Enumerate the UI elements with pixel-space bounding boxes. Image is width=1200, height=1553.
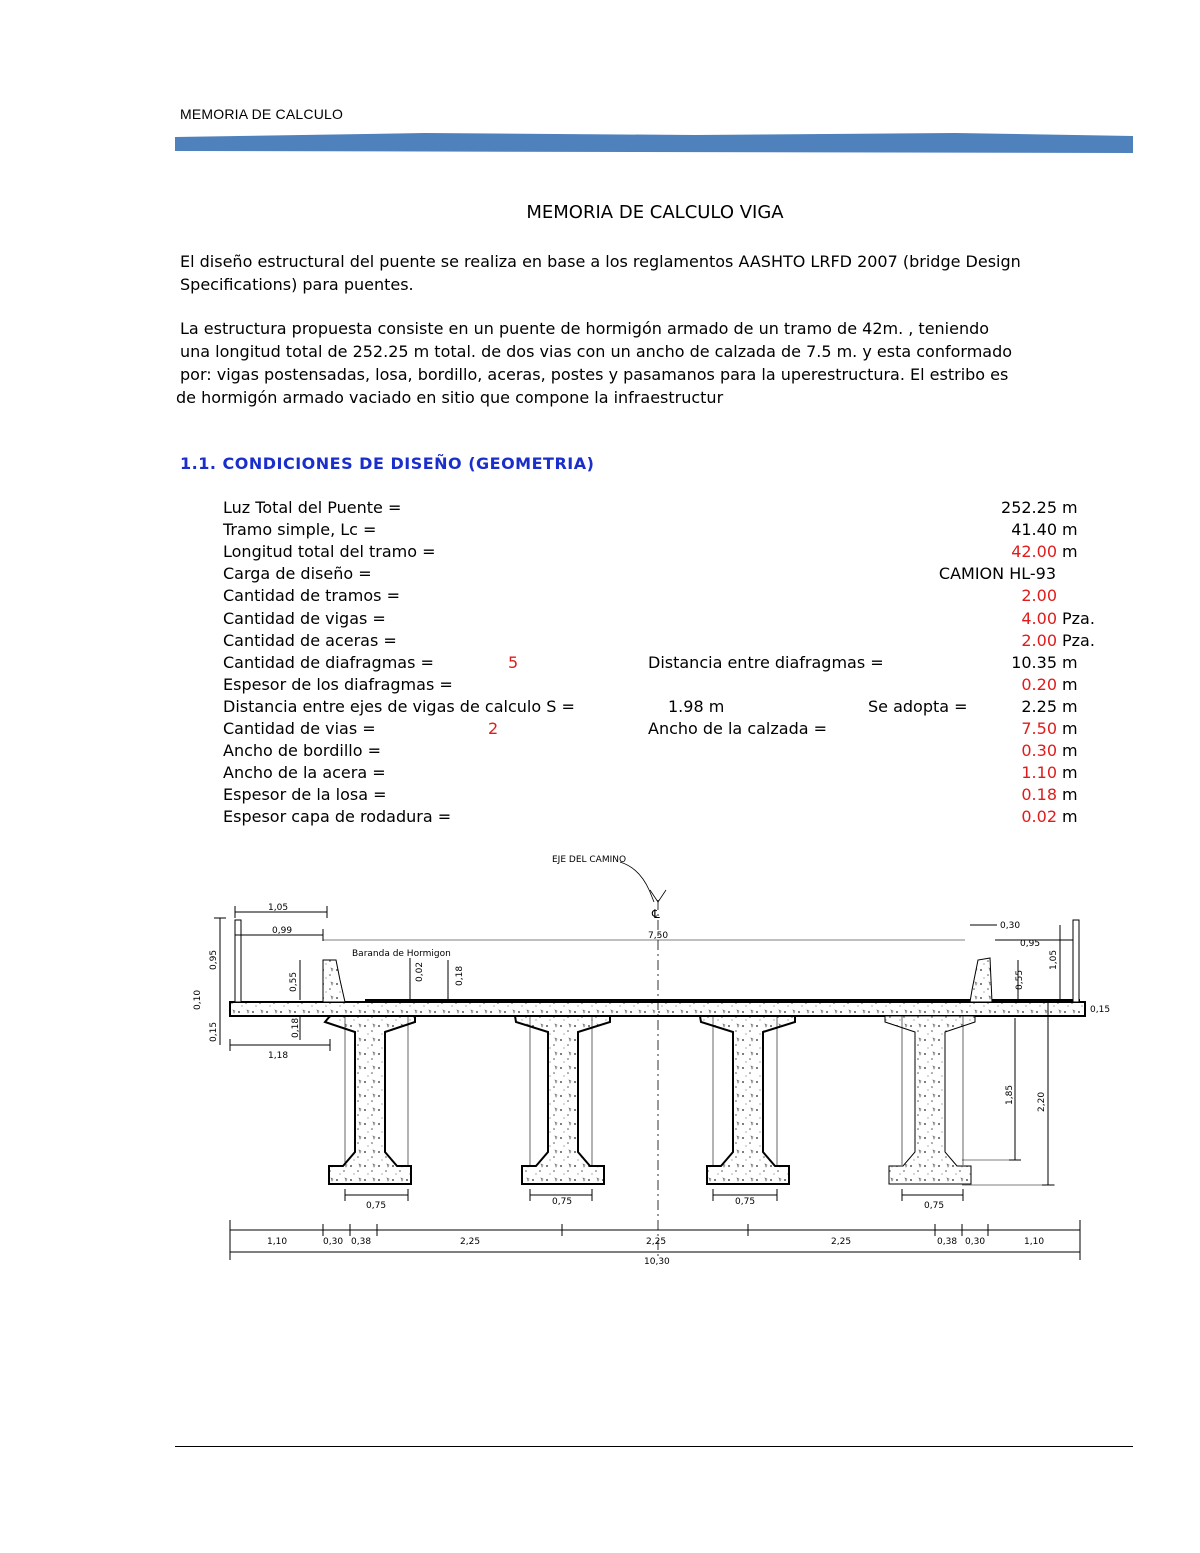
parameter-label: Tramo simple, Lc = (223, 520, 377, 540)
bottom-dim-label: 0,30 (323, 1237, 344, 1247)
parameter-value: 0.02 (1021, 807, 1057, 827)
dim-label: 1,05 (268, 903, 289, 913)
parameter-value: 42.00 (1011, 542, 1057, 562)
parameter-value: 1.10 (1021, 763, 1057, 783)
parameter-value: 0.18 (1021, 785, 1057, 805)
girder-2 (515, 1016, 610, 1184)
girder-1 (325, 1016, 415, 1184)
parameter-row (0, 564, 1200, 586)
parameter-label: Espesor de los diafragmas = (223, 674, 453, 694)
parameter-label: Distancia entre ejes de vigas de calculo S = (223, 696, 575, 716)
parameter-mid-label: Ancho de la calzada = (648, 719, 828, 738)
bottom-dim-label: 0,38 (937, 1237, 958, 1247)
dim-label: 0,02 (415, 961, 425, 982)
description-paragraph (176, 317, 1145, 409)
bottom-dim-label: 1,10 (267, 1237, 288, 1247)
dim-label: 0,18 (291, 1017, 301, 1038)
parameter-row (0, 631, 1200, 653)
axis-label: EJE DEL CAMINO (552, 855, 627, 865)
parameter-row (0, 498, 1200, 520)
parameter-extra-value: 5 (508, 652, 519, 672)
parameter-row (0, 719, 1200, 741)
description-line: La estructura propuesta consiste en un puente de hormigón armado de un tramo de 42m. , teniendo (180, 319, 990, 338)
parameter-row (0, 697, 1200, 719)
parameter-label: Cantidad de aceras = (223, 630, 397, 650)
parameter-value: 41.40 (1011, 520, 1057, 540)
dim-label: 1,05 (1049, 949, 1059, 970)
parameter-row (0, 763, 1200, 785)
parameter-row (0, 542, 1200, 564)
parameter-label: Carga de diseño = (223, 564, 372, 584)
parameter-extra-value: 2 (488, 719, 499, 738)
girder-3 (700, 1016, 795, 1184)
parameter-value: 10.35 (1011, 652, 1057, 672)
bottom-dim-label: 2,25 (831, 1237, 852, 1247)
parameter-mid-label: Distancia entre diafragmas = (648, 652, 884, 672)
right-post (1073, 920, 1079, 1002)
dim-label: 0,75 (366, 1201, 387, 1211)
deck-slab (230, 1002, 1085, 1016)
running-header: MEMORIA DE CALCULO (180, 106, 344, 122)
baranda-label: Baranda de Hormigon (352, 949, 451, 959)
parameter-row (0, 653, 1200, 675)
dim-label: 2,20 (1037, 1091, 1047, 1112)
bottom-dim-label: 0,38 (351, 1237, 372, 1247)
parameter-label: Espesor capa de rodadura = (223, 807, 452, 827)
dim-label: 0,75 (552, 1197, 573, 1207)
parameter-unit: m (1062, 652, 1078, 672)
description-line: una longitud total de 252.25 m total. de dos vias con un ancho de calzada de 7.5 m. y esta conformado (180, 342, 1013, 361)
intro-paragraph: El diseño estructural del puente se realiza en base a los reglamentos AASHTO LRFD 2007 (bridge Design Specifications) para puentes. (180, 252, 1021, 294)
footer-rule (175, 1446, 1133, 1447)
parameter-unit: Pza. (1062, 630, 1095, 650)
bottom-dim-label: 0,30 (965, 1237, 986, 1247)
bottom-dim-label: 1,10 (1024, 1237, 1045, 1247)
dim-label: 7,50 (648, 931, 669, 941)
parameter-unit: m (1062, 542, 1078, 562)
parameter-unit: m (1062, 785, 1078, 805)
parameter-row (0, 586, 1200, 608)
parameter-label: Espesor de la losa = (223, 785, 387, 805)
parameter-row (0, 741, 1200, 763)
parameter-value: 2.00 (1021, 630, 1057, 650)
dim-label: 0,55 (289, 971, 299, 992)
parameter-unit: m (1062, 807, 1078, 827)
dim-label: 0,15 (1090, 1005, 1111, 1015)
dim-label: 0,15 (209, 1021, 219, 1042)
left-post (235, 920, 241, 1002)
parameter-unit: m (1062, 763, 1078, 783)
parameter-row (0, 520, 1200, 542)
parameter-label: Longitud total del tramo = (223, 542, 436, 562)
parameter-value: 2.25 (1021, 696, 1057, 716)
parameter-label: Luz Total del Puente = (223, 498, 402, 517)
dim-label: 0,75 (924, 1201, 945, 1211)
parameter-row (0, 785, 1200, 807)
parameter-label: Cantidad de diafragmas = (223, 652, 434, 672)
parameter-label: Cantidad de tramos = (223, 586, 400, 606)
parameter-mid-label: Se adopta = (868, 696, 968, 716)
header-bar (175, 131, 1133, 153)
parameter-row (0, 807, 1200, 829)
parameter-label: Cantidad de vias = (223, 719, 376, 738)
right-barrier (970, 958, 992, 1002)
parameter-value: 4.00 (1021, 608, 1057, 628)
parameter-value: 0.30 (1021, 741, 1057, 761)
parameter-unit: m (1062, 741, 1078, 761)
parameter-unit: m (1062, 696, 1078, 716)
dim-label: 0,10 (193, 989, 203, 1010)
description-line: de hormigón armado vaciado en sitio que compone la infraestructur (176, 388, 724, 407)
parameter-unit: m (1062, 719, 1078, 738)
dim-label: 0,75 (735, 1197, 756, 1207)
dim-label: 1,18 (268, 1051, 289, 1061)
dim-label: 0,95 (209, 949, 219, 970)
section-heading: 1.1. CONDICIONES DE DISEÑO (GEOMETRIA) (180, 454, 595, 473)
parameter-row (0, 609, 1200, 631)
parameter-unit: m (1062, 674, 1078, 694)
document-title: MEMORIA DE CALCULO VIGA (526, 202, 784, 223)
bottom-dim-label: 2,25 (460, 1237, 481, 1247)
left-barrier (323, 960, 345, 1002)
parameter-unit: m (1062, 498, 1078, 517)
parameter-value: 7.50 (1021, 719, 1057, 738)
parameter-value: CAMION HL-93 (938, 564, 1056, 584)
bottom-dim-label: 2,25 (646, 1237, 667, 1247)
parameter-value: 0.20 (1021, 674, 1057, 694)
bridge-cross-section-drawing (180, 840, 1140, 1280)
dim-label: 0,95 (1020, 939, 1041, 949)
dim-label: 0,18 (455, 965, 465, 986)
parameter-label: Ancho de bordillo = (223, 741, 381, 761)
dim-label: 0,30 (1000, 921, 1021, 931)
total-dim-label: 10,30 (644, 1257, 670, 1267)
parameter-unit: m (1062, 520, 1078, 540)
parameter-value: 2.00 (1021, 586, 1057, 606)
parameter-label: Cantidad de vigas = (223, 608, 386, 628)
dim-label: 0,99 (272, 926, 293, 936)
parameter-value: 252.25 (1001, 498, 1057, 517)
parameter-label: Ancho de la acera = (223, 763, 386, 783)
parameter-extra-value: 1.98 m (668, 696, 725, 716)
parameter-row (0, 675, 1200, 697)
girder-4 (885, 1016, 975, 1184)
parameter-unit: Pza. (1062, 608, 1095, 628)
description-line: por: vigas postensadas, losa, bordillo, aceras, postes y pasamanos para la uperestructura. El estribo es (180, 365, 1009, 384)
dim-label: 1,85 (1005, 1084, 1015, 1105)
dim-label: 0,55 (1015, 969, 1025, 990)
axis-symbol: ℄ (652, 907, 660, 921)
